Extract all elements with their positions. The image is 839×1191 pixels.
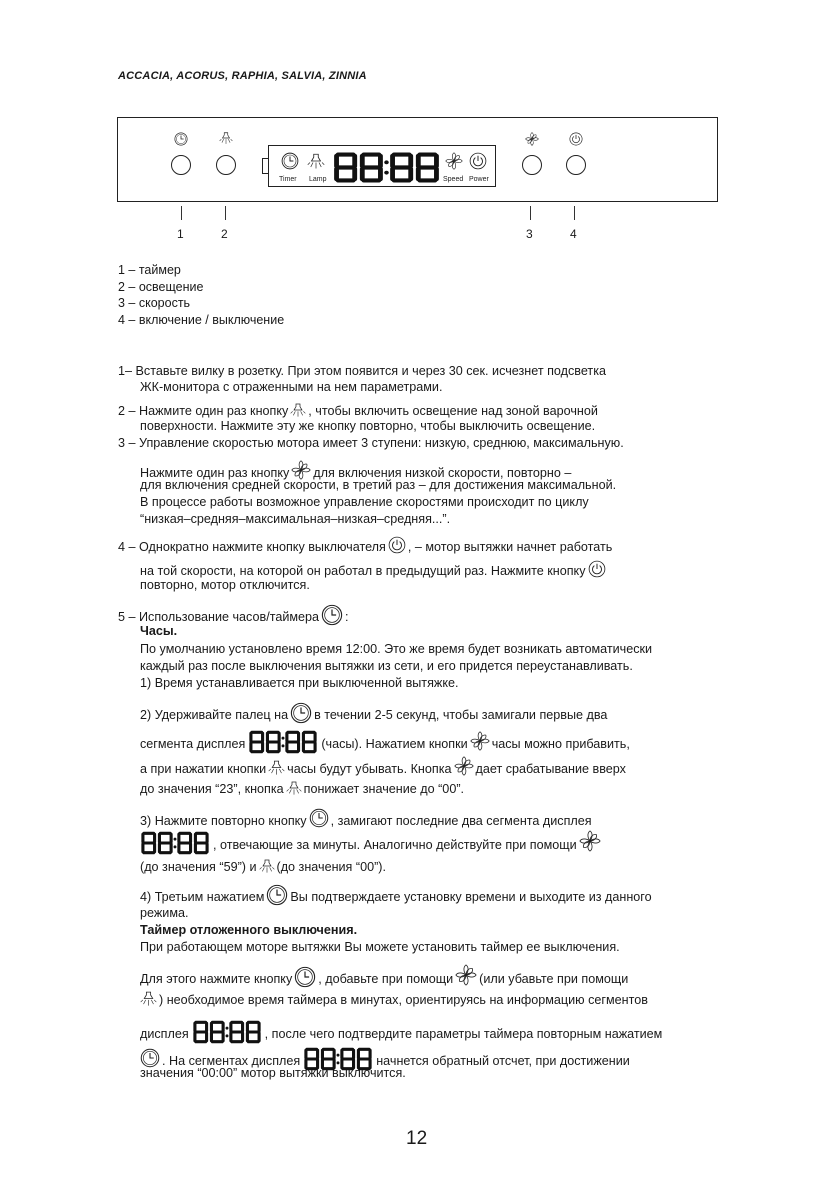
- fan-icon: [525, 132, 539, 146]
- timer-line-1: При работающем моторе вытяжки Вы можете установить таймер ее выключения.: [140, 940, 620, 954]
- power-button[interactable]: [566, 155, 586, 175]
- fan-icon: [579, 830, 601, 852]
- segment-display-icon: [248, 730, 318, 754]
- para-2-line-1: [118, 402, 598, 418]
- clock-icon: [294, 966, 316, 988]
- timer-line-3: [140, 990, 648, 1007]
- text-span: , – мотор вытяжки начнет работать: [407, 540, 613, 554]
- lamp-icon: [290, 402, 306, 418]
- text-span: сегмента дисплея: [140, 737, 246, 751]
- clock-icon: [309, 808, 329, 828]
- text-span: (до значения “59”) и: [140, 860, 257, 874]
- lcd-lamp-icon: [307, 152, 325, 170]
- fan-icon: [454, 756, 474, 776]
- callout-number-4: 4: [570, 227, 577, 241]
- para-1-line-2: ЖК-монитора с отраженными на нем параметрами.: [140, 380, 443, 394]
- lamp-icon: [286, 780, 302, 796]
- text-span: на той скорости, на которой он работал в предыдущий раз. Нажмите кнопку: [140, 564, 586, 578]
- text-span: Нажмите один раз кнопку: [140, 466, 290, 480]
- clock-line-2: каждый раз после выключения вытяжки из сети, и его придется переустанавливать.: [140, 659, 633, 673]
- para-3-line-1: 3 – Управление скоростью мотора имеет 3 ступени: низкую, среднюю, максимальную.: [118, 436, 624, 450]
- lamp-icon: [140, 990, 157, 1007]
- text-span: начнется обратный отсчет, при достижении: [376, 1054, 630, 1068]
- text-span: а при нажатии кнопки: [140, 762, 267, 776]
- timer-line-4: [140, 1020, 662, 1044]
- clock-icon: [290, 702, 312, 724]
- lamp-icon: [219, 131, 233, 145]
- para-1-line-1: 1– Вставьте вилку в розетку. При этом появится и через 30 сек. исчезнет подсветка: [118, 364, 606, 378]
- fan-icon: [291, 460, 311, 480]
- lcd-label-lamp: Lamp: [309, 176, 327, 183]
- text-span: для включения низкой скорости, повторно –: [313, 466, 572, 480]
- page-number: 12: [406, 1128, 428, 1149]
- control-panel-diagram: [117, 117, 718, 202]
- speed-button[interactable]: [522, 155, 542, 175]
- timer-line-2: [140, 964, 628, 988]
- clock-icon: [321, 604, 343, 626]
- text-span: , отвечающие за минуты. Аналогично действуйте при помощи: [213, 838, 577, 852]
- legend-item: 3 – скорость: [118, 296, 191, 310]
- clock-heading: Часы.: [140, 624, 178, 638]
- clock-icon: [266, 884, 288, 906]
- text-span: ) необходимое время таймера в минутах, ориентируясь на информацию сегментов: [159, 993, 648, 1007]
- timer-button[interactable]: [171, 155, 191, 175]
- segment-display-icon: [140, 831, 210, 855]
- text-span: , чтобы включить освещение над зоной варочной: [308, 404, 598, 418]
- text-span: 2) Удерживайте палец на: [140, 708, 289, 722]
- page-header-models: ACCACIA, ACORUS, RAPHIA, SALVIA, ZINNIA: [118, 70, 367, 82]
- callout-number-2: 2: [221, 227, 228, 241]
- lcd-fan-icon: [445, 152, 463, 170]
- text-span: , добавьте при помощи: [318, 972, 454, 986]
- para-3-line-3: для включения средней скорости, в третий раз – для достижения максимальной.: [140, 478, 617, 492]
- clock-line-12: режима.: [140, 906, 189, 920]
- power-icon: [388, 536, 406, 554]
- callout-number-3: 3: [526, 227, 533, 241]
- para-5-line-1: [118, 604, 349, 626]
- clock-line-8: [140, 808, 592, 828]
- text-span: 2 – Нажмите один раз кнопку: [118, 404, 289, 418]
- power-icon: [569, 132, 583, 146]
- para-2-line-2: поверхности. Нажмите эту же кнопку повторно, чтобы выключить освещение.: [140, 419, 596, 433]
- legend-list: [118, 262, 284, 328]
- clock-line-5: [140, 730, 630, 754]
- lamp-icon: [268, 759, 285, 776]
- fan-icon: [470, 731, 490, 751]
- clock-icon: [174, 132, 188, 146]
- text-span: . На сегментах дисплея: [162, 1054, 301, 1068]
- para-3-line-5: “низкая–средняя–максимальная–низкая–средняя...”.: [140, 512, 451, 526]
- callout-line-3: [530, 206, 531, 220]
- text-span: Вы подтверждаете установку времени и выходите из данного: [290, 890, 652, 904]
- callout-number-1: 1: [177, 227, 184, 241]
- text-span: дает срабатывание вверх: [475, 762, 626, 776]
- clock-line-1: По умолчанию установлено время 12:00. Это же время будет возникать автоматически: [140, 642, 653, 656]
- para-4-line-1: [118, 536, 612, 554]
- power-icon: [588, 560, 606, 578]
- text-span: в течении 2-5 секунд, чтобы замигали первые два: [314, 708, 608, 722]
- lamp-icon: [259, 858, 275, 874]
- legend-item: 2 – освещение: [118, 279, 204, 294]
- para-4-line-2: [140, 560, 608, 578]
- para-4-line-3: повторно, мотор отключится.: [140, 578, 310, 592]
- clock-line-9: [140, 830, 603, 855]
- lcd-label-timer: Timer: [279, 176, 297, 183]
- clock-line-6: [140, 756, 626, 776]
- segment-display-icon: [192, 1020, 262, 1044]
- timer-heading: Таймер отложенного выключения.: [140, 923, 358, 937]
- text-span: (или убавьте при помощи: [479, 972, 629, 986]
- lcd-display: [268, 145, 496, 187]
- lcd-power-icon: [469, 152, 487, 170]
- legend-item: 1 – таймер: [118, 263, 181, 277]
- legend-item: 4 – включение / выключение: [118, 312, 285, 327]
- clock-icon: [140, 1048, 160, 1068]
- text-span: дисплея: [140, 1027, 189, 1041]
- callout-line-2: [225, 206, 226, 220]
- clock-line-10: [140, 858, 386, 874]
- callout-line-4: [574, 206, 575, 220]
- text-span: 3) Нажмите повторно кнопку: [140, 814, 307, 828]
- text-span: (часы). Нажатием кнопки: [321, 737, 468, 751]
- callout-line-1: [181, 206, 182, 220]
- text-span: часы можно прибавить,: [491, 737, 630, 751]
- text-span: 4 – Однократно нажмите кнопку выключателя: [118, 540, 386, 554]
- lcd-digits: [332, 152, 441, 183]
- text-span: 5 – Использование часов/таймера: [118, 610, 320, 624]
- lcd-label-speed: Speed: [443, 176, 464, 183]
- text-span: до значения “23”, кнопка: [140, 782, 284, 796]
- text-span: Для этого нажмите кнопку: [140, 972, 293, 986]
- clock-line-3: 1) Время устанавливается при выключенной вытяжке.: [140, 676, 459, 690]
- lcd-clock-icon: [281, 152, 299, 170]
- clock-line-11: [140, 884, 652, 906]
- text-span: (до значения “00”).: [276, 860, 386, 874]
- clock-line-7: [140, 780, 464, 796]
- text-span: понижает значение до “00”.: [303, 782, 465, 796]
- text-span: :: [345, 610, 349, 624]
- lamp-button[interactable]: [216, 155, 236, 175]
- text-span: , замигают последние два сегмента дисплея: [330, 814, 592, 828]
- timer-line-6: значения “00:00” мотор вытяжки выключится.: [140, 1066, 406, 1080]
- para-3-line-2: [140, 460, 571, 480]
- para-3-line-4: В процессе работы возможное управление скоростями происходит по циклу: [140, 495, 589, 509]
- text-span: , после чего подтвердите параметры таймера повторным нажатием: [264, 1027, 663, 1041]
- fan-icon: [455, 964, 477, 986]
- text-span: часы будут убывать. Кнопка: [287, 762, 452, 776]
- clock-line-4: [140, 702, 607, 724]
- text-span: 4) Третьим нажатием: [140, 890, 265, 904]
- lcd-label-power: Power: [469, 176, 489, 183]
